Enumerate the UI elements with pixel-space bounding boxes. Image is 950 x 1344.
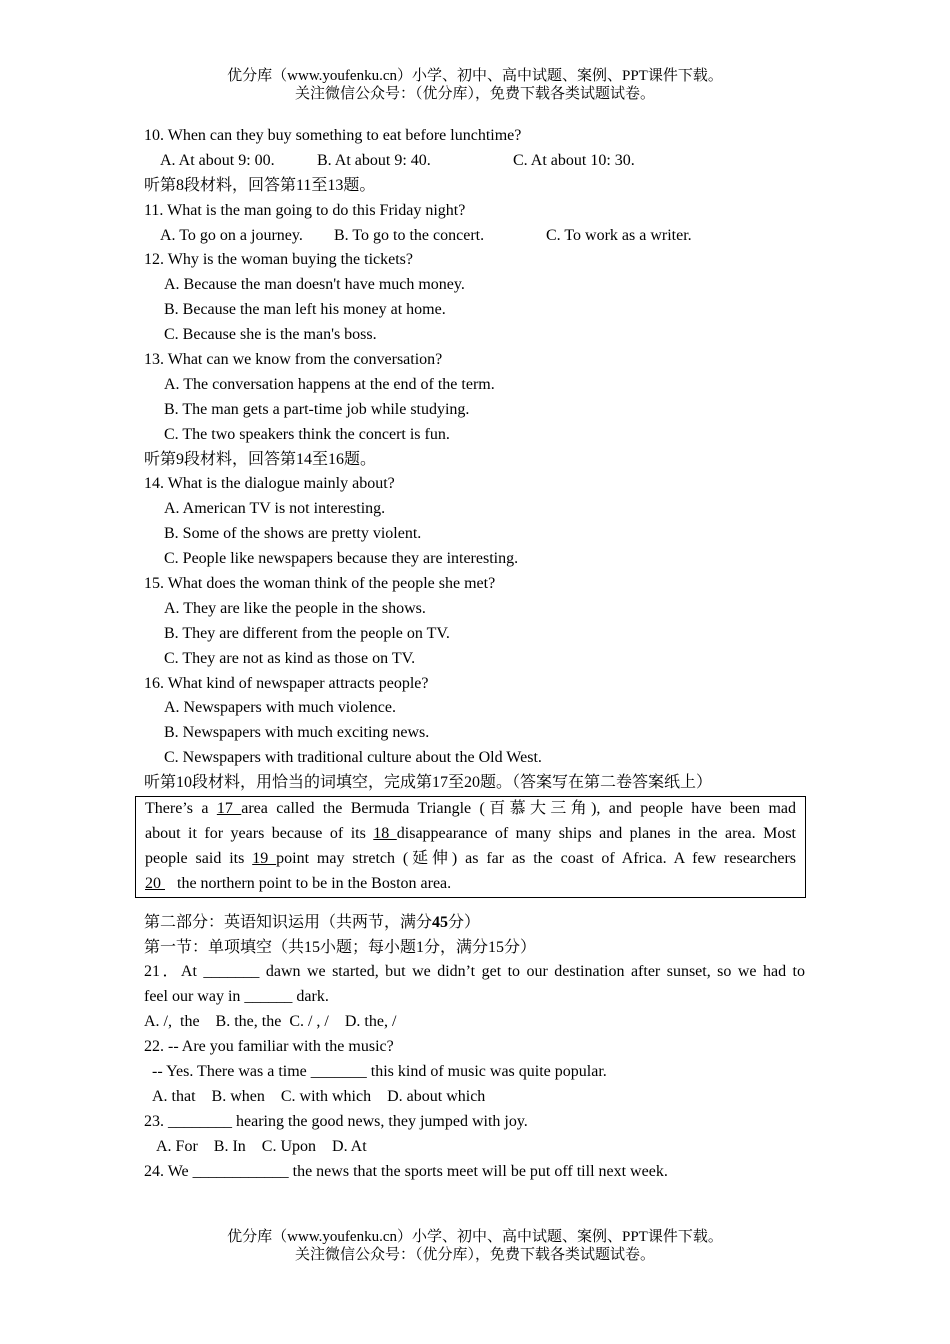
footer-line-2: 关注微信公众号：（优分库），免费下载各类试题试卷。: [294, 1247, 655, 1263]
question-24-stem: 24. We ____________ the news that the sports meet will be put off till next week.: [144, 1162, 668, 1180]
header-line-1: 优分库（www.youfenku.cn）小学、初中、高中试题、案例、PPT课件下载。: [227, 68, 723, 84]
question-22-options: A. that B. when C. with which D. about which: [152, 1087, 486, 1105]
blank-19: 19: [252, 849, 277, 867]
option-a: A. To go on a journey.: [160, 226, 303, 244]
option-b: B. At about 9: 40.: [317, 151, 431, 169]
passage-box: [135, 796, 806, 898]
passage-line-3: people said its 19 point may stretch (延伸) as far as the coast of Africa. A few researchers: [145, 849, 797, 867]
question-21-stem-line-2: feel our way in ______ dark.: [144, 988, 329, 1006]
question-23-options: A. For B. In C. Upon D. At: [156, 1137, 367, 1155]
question-10-stem: 10. When can they buy something to eat before lunchtime?: [144, 127, 522, 144]
section-10-instruction: 听第10段材料，用恰当的词填空，完成第17至20题。（答案写在第二卷答案纸上）: [144, 774, 713, 792]
question-14-option-a: A. American TV is not interesting.: [164, 500, 386, 518]
option-a: A. At about 9: 00.: [160, 151, 275, 169]
question-13-stem: 13. What can we know from the conversation?: [144, 351, 443, 369]
question-13-option-a: A. The conversation happens at the end of the term.: [164, 375, 495, 393]
question-15-stem: 15. What does the woman think of the people she met?: [144, 575, 496, 593]
question-15-option-b: B. They are different from the people on TV.: [164, 624, 450, 642]
section-9-instruction: 听第9段材料，回答第14至16题。: [144, 450, 377, 468]
section-8-instruction: 听第8段材料，回答第11至13题。: [144, 176, 376, 194]
passage-line-1: There’s a 17 area called the Bermuda Triangle (百慕大三角), and people have been mad: [145, 800, 797, 818]
question-13-option-b: B. The man gets a part-time job while studying.: [164, 400, 470, 418]
question-14-option-c: C. People like newspapers because they are interesting.: [164, 550, 519, 568]
question-14-stem: 14. What is the dialogue mainly about?: [144, 475, 395, 493]
question-16-option-a: A. Newspapers with much violence.: [164, 699, 396, 717]
page-footer: [0, 1228, 950, 1264]
page-header: [0, 67, 950, 103]
part-2-title: 第二部分：英语知识运用（共两节，满分45分）: [144, 913, 481, 931]
option-c: C. At about 10: 30.: [513, 151, 635, 169]
question-12-option-a: A. Because the man doesn't have much money.: [164, 276, 465, 294]
passage-line-4: 20 the northern point to be in the Boston area.: [145, 874, 452, 892]
header-line-2: 关注微信公众号：（优分库），免费下载各类试题试卷。: [294, 86, 655, 102]
question-16-option-b: B. Newspapers with much exciting news.: [164, 724, 430, 742]
blank-17: 17: [216, 800, 242, 818]
exam-content: [144, 124, 805, 1184]
question-15-option-c: C. They are not as kind as those on TV.: [164, 649, 416, 667]
option-b: B. To go to the concert.: [334, 226, 485, 244]
question-15-option-a: A. They are like the people in the shows.: [164, 599, 426, 617]
question-23-stem: 23. ________ hearing the good news, they jumped with joy.: [144, 1112, 528, 1130]
blank-18: 18: [373, 824, 397, 842]
question-21-stem-line-1: 21．At _______ dawn we started, but we didn’t get to our destination after sunset, so we had to: [144, 963, 805, 981]
question-22-stem-line-1: 22. -- Are you familiar with the music?: [144, 1038, 394, 1056]
question-11-stem: 11. What is the man going to do this Friday night?: [144, 201, 466, 219]
question-16-stem: 16. What kind of newspaper attracts people?: [144, 674, 429, 692]
option-c: C. To work as a writer.: [546, 226, 692, 244]
question-12-option-b: B. Because the man left his money at home.: [164, 301, 446, 319]
question-21-options: A. /, the B. the, the C. / , / D. the, /: [144, 1013, 397, 1031]
question-12-stem: 12. Why is the woman buying the tickets?: [144, 251, 413, 269]
passage-line-2: about it for years because of its 18 disappearance of many ships and planes in the area. Most: [145, 824, 796, 842]
blank-20: 20: [145, 874, 165, 892]
part-2-section-1-title: 第一节：单项填空（共15小题；每小题1分，满分15分）: [144, 938, 537, 956]
question-10-options: [144, 149, 805, 174]
footer-line-1: 优分库（www.youfenku.cn）小学、初中、高中试题、案例、PPT课件下载。: [227, 1229, 723, 1245]
question-16-option-c: C. Newspapers with traditional culture about the Old West.: [164, 749, 542, 767]
question-22-stem-line-2: -- Yes. There was a time _______ this kind of music was quite popular.: [152, 1062, 607, 1080]
question-13-option-c: C. The two speakers think the concert is fun.: [164, 425, 450, 443]
question-11-options: [144, 224, 805, 249]
question-14-option-b: B. Some of the shows are pretty violent.: [164, 525, 422, 543]
question-12-option-c: C. Because she is the man's boss.: [164, 326, 377, 344]
